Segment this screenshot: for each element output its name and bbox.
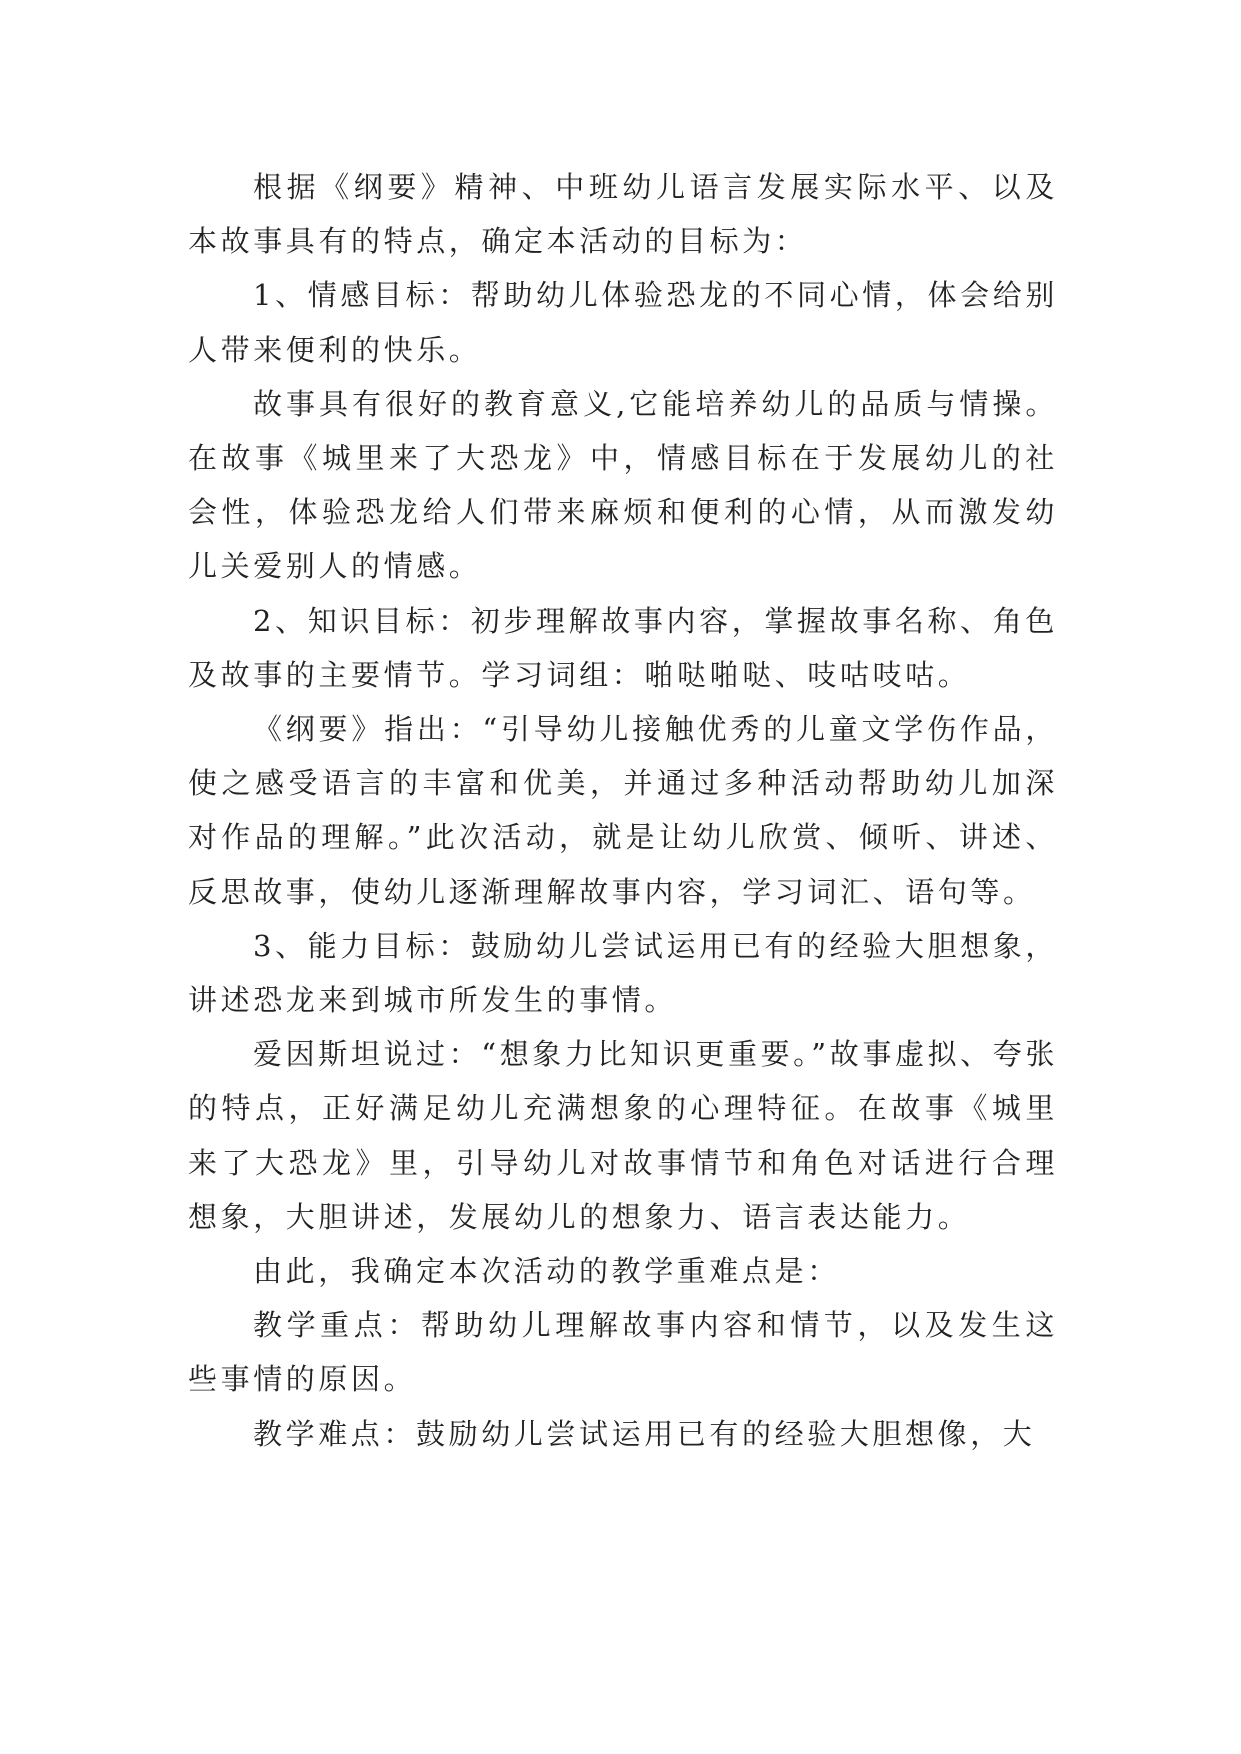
document-body (188, 160, 1058, 1461)
paragraph-ability-goal: 3、能力目标：鼓励幼儿尝试运用已有的经验大胆想象，讲述恐龙来到城市所发生的事情。 (188, 928, 1058, 1018)
paragraph-intro-goals: 根据《纲要》精神、中班幼儿语言发展实际水平、以及本故事具有的特点，确定本活动的目标为： (188, 170, 1058, 259)
paragraph-teaching-focus: 教学重点：帮助幼儿理解故事内容和情节，以及发生这些事情的原因。 (188, 1308, 1058, 1397)
paragraph-emotional-explanation: 故事具有很好的教育意义,它能培养幼儿的品质与情操。在故事《城里来了大恐龙》中，情感目标在于发展幼儿的社会性，体验恐龙给人们带来麻烦和便利的心情，从而激发幼儿关爱别人的情感。 (188, 386, 1058, 584)
paragraph-emotional-goal: 1、情感目标：帮助幼儿体验恐龙的不同心情，体会给别人带来便利的快乐。 (188, 278, 1058, 367)
paragraph-ability-explanation: 爱因斯坦说过：“想象力比知识更重要。”故事虚拟、夸张的特点，正好满足幼儿充满想象的心理特征。在故事《城里来了大恐龙》里，引导幼儿对故事情节和角色对话进行合理想象，大胆讲述，发展幼儿的想象力、语言表达能力。 (188, 1037, 1058, 1234)
paragraph-knowledge-goal: 2、知识目标：初步理解故事内容，掌握故事名称、角色及故事的主要情节。学习词组：啪哒啪哒、吱咕吱咕。 (188, 603, 1058, 692)
paragraph-teaching-difficulty: 教学难点：鼓励幼儿尝试运用已有的经验大胆想像，大 (253, 1416, 1036, 1451)
paragraph-key-points-intro: 由此，我确定本次活动的教学重难点是： (253, 1254, 840, 1289)
paragraph-knowledge-explanation: 《纲要》指出：“引导幼儿接触优秀的儿童文学伤作品，使之感受语言的丰富和优美，并通过多种活动帮助幼儿加深对作品的理解。”此次活动，就是让幼儿欣赏、倾听、讲述、反思故事，使幼儿逐渐理解故事内容，学习词汇、语句等。 (188, 712, 1058, 909)
